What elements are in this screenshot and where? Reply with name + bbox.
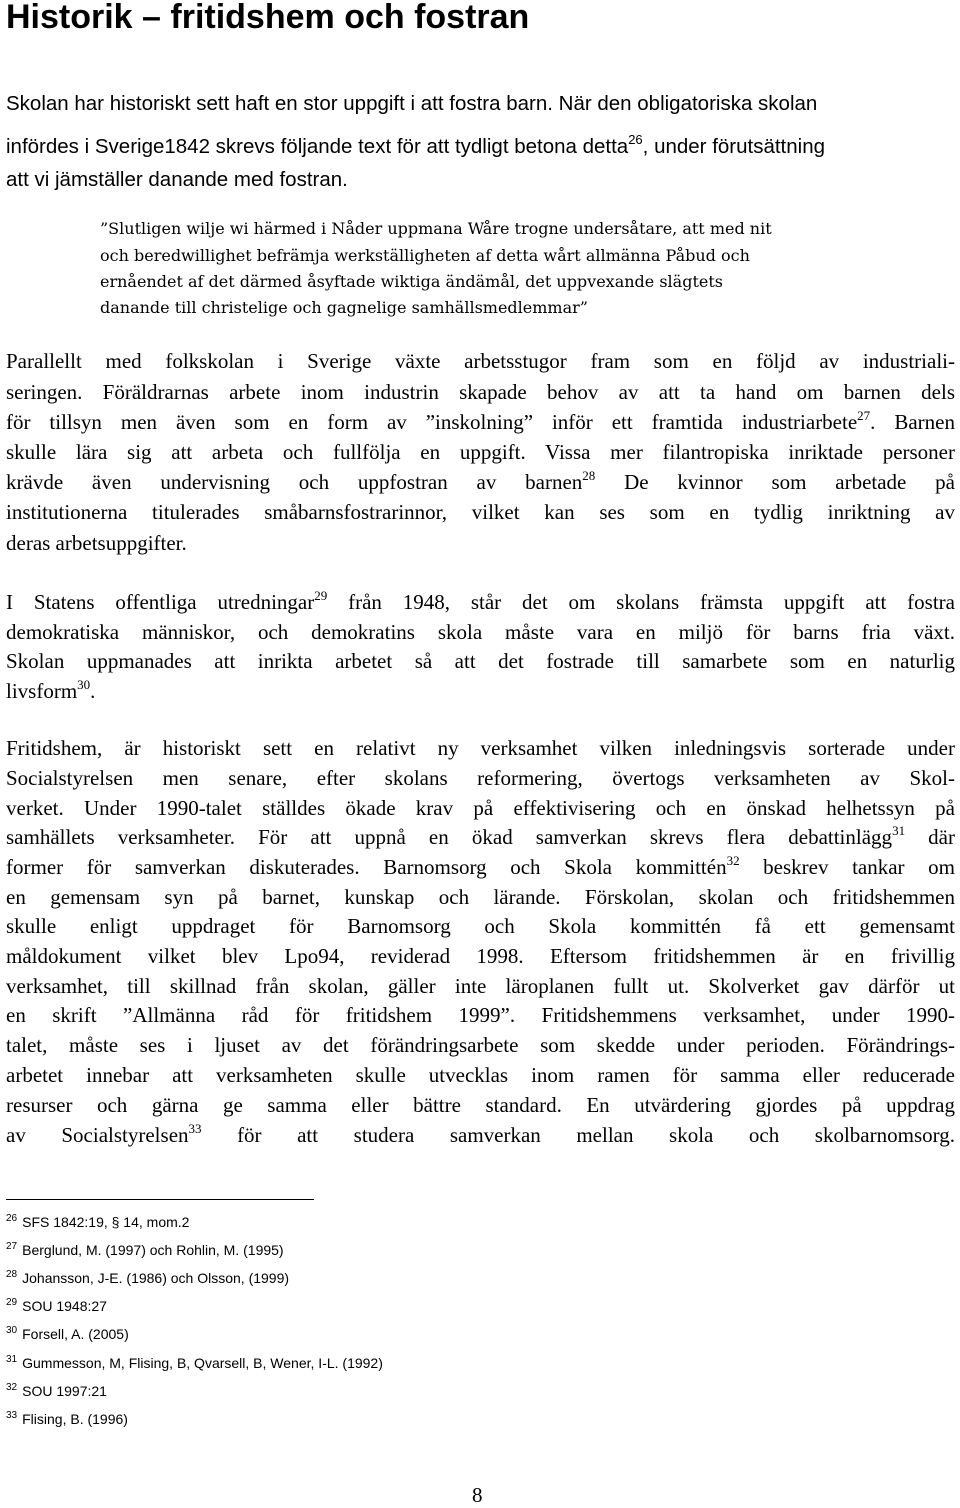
- footnote-ref: 32: [726, 853, 740, 868]
- page-number: 8: [472, 1483, 483, 1507]
- text-line: att vi jämställer danande med fostran.: [6, 168, 348, 191]
- text-line: Socialstyrelsen men senare, efter skolans reformering, övertogs verksamheten av Skol-: [6, 766, 955, 790]
- text-line: institutionerna titulerades småbarnsfostrarinnor, vilket kan ses som en tydlig inriktning av: [6, 500, 955, 524]
- text-line: Skolan uppmanades att inrikta arbetet så att det fostrade till samarbete som en naturlig: [6, 649, 955, 673]
- text-line: skulle enligt uppdraget för Barnomsorg och Skola kommittén få ett gemensamt: [6, 914, 955, 938]
- text-line: seringen. Föräldrarnas arbete inom industrin skapade behov av att ta hand om barnen dels: [6, 380, 955, 404]
- text-line: infördes i Sverige1842 skrevs följande text för att tydligt betona detta$^{26}$, under förutsättning: [6, 132, 826, 158]
- text-line: Skolan har historiskt sett haft en stor uppgift i att fostra barn. När den obligatoriska skolan: [6, 92, 818, 115]
- footnote-ref: 26: [628, 132, 643, 147]
- quote-line: danande till christelige och gagnelige samhällsmedlemmar”: [100, 298, 588, 317]
- footnote: $^{26}$ SFS 1842:19, § 14, mom.2: [6, 1213, 190, 1230]
- footnote-number: 26: [6, 1213, 18, 1224]
- footnote-ref: 28: [582, 468, 596, 483]
- text-line: livsform$^{30}$.: [6, 677, 96, 703]
- footnote-number: 31: [6, 1354, 18, 1365]
- footnote-ref: 31: [892, 823, 906, 838]
- text-line: en skrift ”Allmänna råd för fritidshem 1999”. Fritidshemmens verksamhet, under 1990-: [6, 1003, 955, 1027]
- footnote: $^{32}$ SOU 1997:21: [6, 1382, 107, 1399]
- footnote-ref: 29: [314, 588, 328, 603]
- text-line: av Socialstyrelsen$^{33}$ för att studera samverkan mellan skola och skolbarnomsorg.: [6, 1121, 955, 1147]
- footnote-number: 30: [6, 1325, 18, 1336]
- page-heading: Historik – fritidshem och fostran: [6, 0, 530, 36]
- footnote-number: 29: [6, 1297, 18, 1308]
- text-line: arbetet innebar att verksamheten skulle utvecklas inom ramen för samma eller reducerade: [6, 1063, 955, 1087]
- quote-line: ernåendet af det därmed åsyftade wiktiga ändämål, det uppvexande slägtets: [100, 272, 723, 291]
- footnote-number: 28: [6, 1269, 18, 1280]
- text-line: deras arbetsuppgifter.: [6, 531, 187, 555]
- footnote: $^{27}$ Berglund, M. (1997) och Rohlin, M. (1995): [6, 1241, 284, 1258]
- text-line: en gemensam syn på barnet, kunskap och lärande. Förskolan, skolan och fritidshemmen: [6, 885, 955, 909]
- quote-line: och beredwillighet befrämja werkställigheten af detta wårt allmänna Påbud och: [100, 246, 750, 265]
- footnote-number: 27: [6, 1241, 18, 1252]
- text-line: samhällets verksamheter. För att uppnå en ökad samverkan skrevs flera debattinlägg$^{31}$ där: [6, 823, 955, 849]
- text-line: demokratiska människor, och demokratins skola måste vara en miljö för barns fria växt.: [6, 620, 955, 644]
- footnote-divider: [6, 1199, 314, 1200]
- footnote-number: 32: [6, 1382, 18, 1393]
- text-line: verket. Under 1990-talet ställdes ökade krav på effektivisering och en önskad helhetssyn på: [6, 796, 955, 820]
- footnote: $^{33}$ Flising, B. (1996): [6, 1410, 128, 1427]
- footnote: $^{30}$ Forsell, A. (2005): [6, 1325, 129, 1342]
- text-line: måldokument vilket blev Lpo94, reviderad 1998. Eftersom fritidshemmen är en frivillig: [6, 944, 955, 968]
- text-line: verksamhet, till skillnad från skolan, gäller inte läroplanen fullt ut. Skolverket gav därför ut: [6, 974, 955, 998]
- footnote: $^{29}$ SOU 1948:27: [6, 1297, 107, 1314]
- footnote-number: 33: [6, 1410, 18, 1421]
- quote-line: ”Slutligen wilje wi härmed i Nåder uppmana Wåre trogne undersåtare, att med nit: [100, 219, 772, 238]
- footnote-ref: 27: [857, 408, 871, 423]
- footnote: $^{31}$ Gummesson, M, Flising, B, Qvarsell, B, Wener, I-L. (1992): [6, 1354, 383, 1371]
- footnote-ref: 33: [188, 1121, 202, 1136]
- footnote-ref: 30: [77, 677, 91, 692]
- text-line: I Statens offentliga utredningar$^{29}$ från 1948, står det om skolans främsta uppgift att fostra: [6, 588, 955, 614]
- text-line: talet, måste ses i ljuset av det förändringsarbete som skedde under perioden. Förändrings-: [6, 1033, 955, 1057]
- text-line: skulle lära sig att arbeta och fullfölja en uppgift. Vissa mer filantropiska inriktade personer: [6, 440, 955, 464]
- text-line: resurser och gärna ge samma eller bättre standard. En utvärdering gjordes på uppdrag: [6, 1093, 955, 1117]
- text-line: Parallellt med folkskolan i Sverige växte arbetsstugor fram som en följd av industriali-: [6, 349, 955, 373]
- text-line: Fritidshem, är historiskt sett en relativt ny verksamhet vilken inledningsvis sorterade under: [6, 736, 955, 760]
- text-line: för tillsyn men även som en form av ”inskolning” inför ett framtida industriarbete$^{27}$. Barnen: [6, 408, 955, 434]
- footnote: $^{28}$ Johansson, J-E. (1986) och Olsson, (1999): [6, 1269, 290, 1286]
- text-line: krävde även undervisning och uppfostran av barnen$^{28}$ De kvinnor som arbetade på: [6, 468, 955, 494]
- text-line: former för samverkan diskuterades. Barnomsorg och Skola kommittén$^{32}$ beskrev tankar om: [6, 853, 955, 879]
